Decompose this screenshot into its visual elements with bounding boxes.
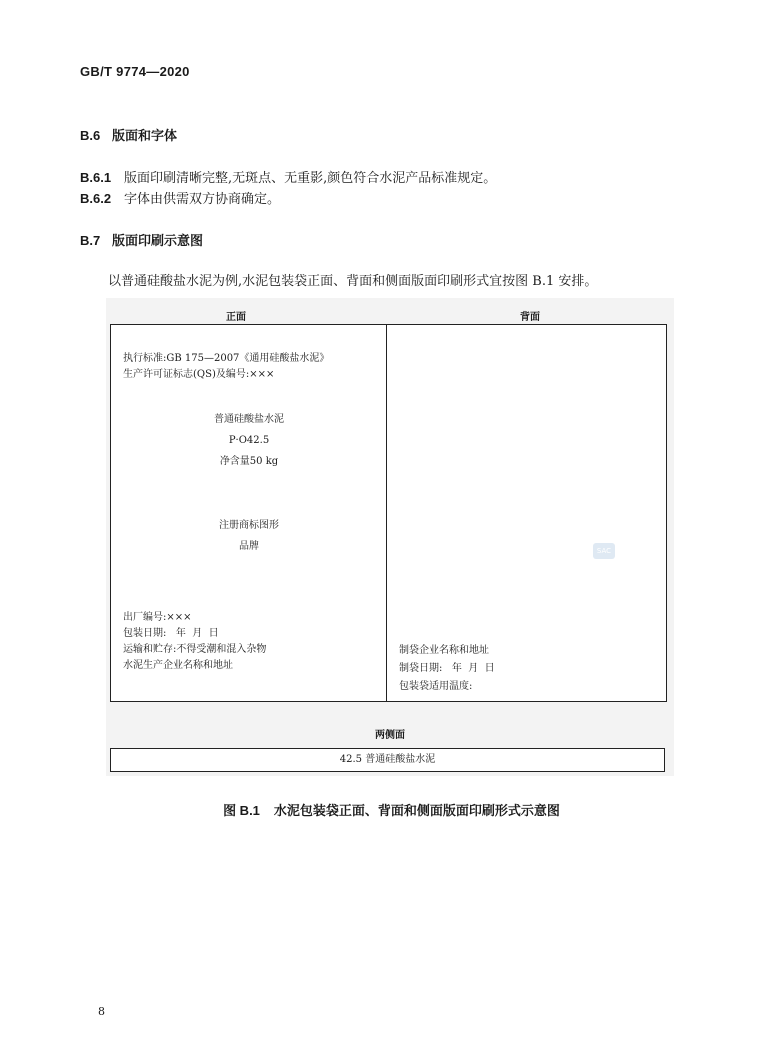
section-title: 版面和字体 <box>112 129 178 144</box>
packaging-layout-figure <box>106 298 674 776</box>
front-factory-no: 出厂编号:××× <box>123 612 192 623</box>
front-product-name: 普通硅酸盐水泥 <box>214 414 284 425</box>
front-product-block <box>111 409 387 472</box>
back-bag-temp: 包装袋适用温度: <box>399 681 473 692</box>
figure-number: 图 B.1 <box>223 803 260 818</box>
section-b7-heading <box>80 230 203 249</box>
front-grade: P·O42.5 <box>228 435 270 446</box>
front-back-panel-box <box>110 324 667 702</box>
side-text: 42.5 普通硅酸盐水泥 <box>339 754 436 765</box>
document-header: GB/T 9774—2020 <box>80 64 190 79</box>
page-number: 8 <box>98 1005 105 1018</box>
panel-divider <box>386 325 387 701</box>
clause-text: 版面印刷清晰完整,无斑点、无重影,颜色符合水泥产品标准规定。 <box>124 171 497 186</box>
section-b6-heading <box>80 125 177 144</box>
side-panel-box <box>110 748 665 772</box>
clause-text: 字体由供需双方协商确定。 <box>124 192 281 207</box>
clause-number: B.6.2 <box>80 191 112 206</box>
front-brand: 品牌 <box>239 541 259 552</box>
back-bag-maker: 制袋企业名称和地址 <box>399 645 489 656</box>
back-bag-date: 制袋日期: 年 月 日 <box>399 663 495 674</box>
back-label: 背面 <box>520 312 540 323</box>
front-manufacturer: 水泥生产企业名称和地址 <box>123 660 233 671</box>
figure-caption <box>0 800 783 819</box>
section-b7-paragraph: 以普通硅酸盐水泥为例,水泥包装袋正面、背面和侧面版面印刷形式宜按图 B.1 安排。 <box>108 274 598 289</box>
front-exec-standard: 执行标准:GB 175—2007《通用硅酸盐水泥》 <box>123 353 330 364</box>
front-license: 生产许可证标志(QS)及编号:××× <box>123 369 275 380</box>
front-transport: 运输和贮存:不得受潮和混入杂物 <box>123 644 267 655</box>
clause-number: B.6.1 <box>80 170 112 185</box>
front-pack-date: 包装日期: 年 月 日 <box>123 628 219 639</box>
clause-b61 <box>80 167 496 186</box>
front-net-content: 净含量50 kg <box>219 456 279 467</box>
sac-watermark-logo: SAC <box>593 543 615 559</box>
front-brand-block <box>111 515 387 557</box>
sides-label: 两侧面 <box>375 730 405 741</box>
figure-title: 水泥包装袋正面、背面和侧面版面印刷形式示意图 <box>273 804 560 819</box>
front-trademark: 注册商标图形 <box>219 520 279 531</box>
section-number: B.7 <box>80 233 101 248</box>
front-label: 正面 <box>226 312 246 323</box>
clause-b62 <box>80 188 280 207</box>
section-number: B.6 <box>80 128 101 143</box>
section-title: 版面印刷示意图 <box>112 234 204 249</box>
